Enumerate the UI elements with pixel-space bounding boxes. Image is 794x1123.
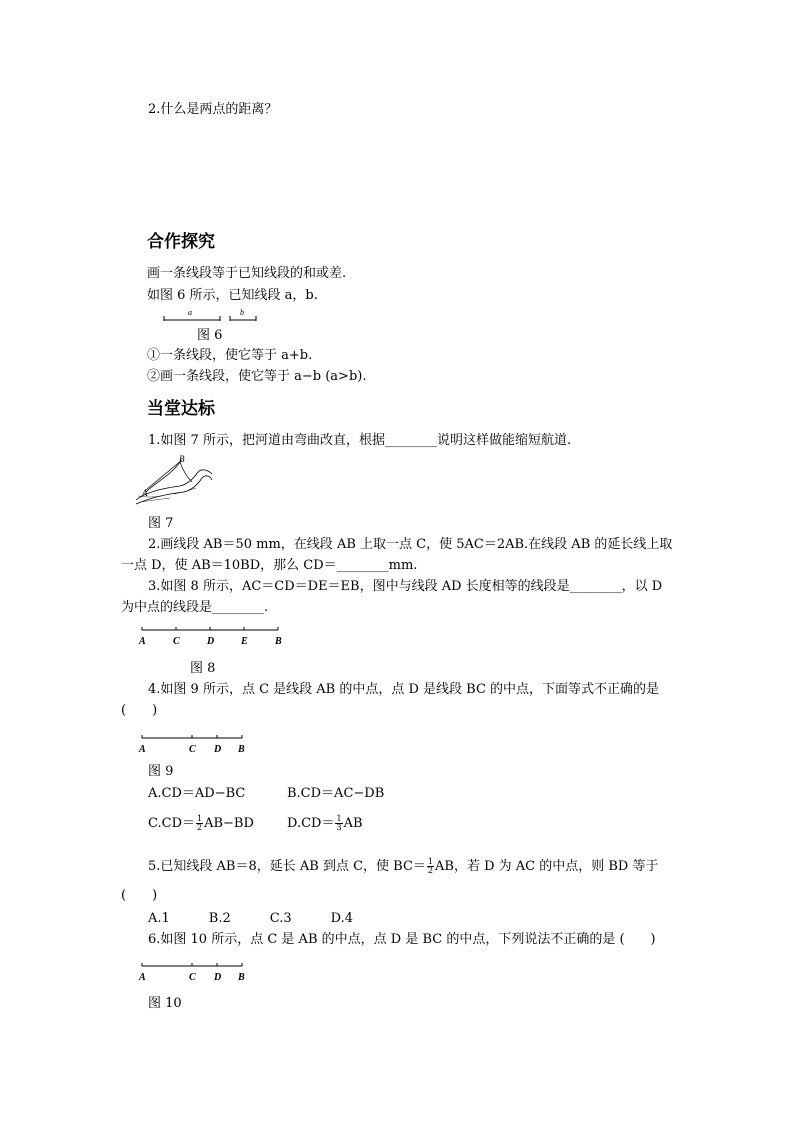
label-a: A (139, 972, 146, 983)
exercise-4-option-a: A.CD＝AD−BC (148, 786, 246, 801)
label-a: A (139, 744, 146, 755)
option-d-suffix: AB (343, 816, 363, 831)
segment-b-label: b (240, 308, 244, 317)
label-c: C (189, 972, 196, 983)
figure-9 (134, 734, 254, 756)
straight-channel (146, 460, 182, 490)
fraction-denominator: 2 (197, 823, 203, 832)
exercise-4-option-c (148, 815, 254, 832)
point-a-label: A (142, 488, 148, 498)
inquiry-given: 如图 6 所示，已知线段 a，b. (147, 288, 318, 303)
fraction-numerator: 1 (427, 857, 434, 866)
label-d: D (214, 744, 222, 755)
option-c-prefix: C.CD＝ (148, 816, 195, 831)
inquiry-intro: 画一条线段等于已知线段的和或差. (147, 266, 347, 281)
fraction-one-half (196, 815, 203, 832)
label-c: C (189, 744, 196, 755)
exercise-5-options: A.1 B.2 C.3 D.4 (148, 911, 353, 926)
label-b: B (238, 744, 245, 755)
fraction-numerator: 1 (336, 814, 342, 823)
fraction-denominator: 2 (427, 866, 434, 875)
section-title-cooperative-inquiry: 合作探究 (147, 232, 215, 252)
option-c-suffix: AB−BD (204, 816, 254, 831)
label-b: B (238, 972, 245, 983)
label-e: E (241, 636, 248, 647)
segment-a-label: a (188, 308, 192, 317)
exercise-3-line-2: 为中点的线段是________. (121, 600, 269, 615)
figure-8-caption: 图 8 (190, 661, 216, 676)
figure-8 (134, 624, 294, 648)
exercise-2-line-2: 一点 D，使 AB＝10BD，那么 CD＝________mm. (121, 558, 418, 573)
exercise-5-line-1 (148, 858, 659, 875)
label-c: C (173, 636, 180, 647)
exercise-2-line-1: 2.画线段 AB＝50 mm，在线段 AB 上取一点 C，使 5AC＝2AB.在线段 AB 的延长线上取 (148, 537, 673, 552)
figure-6-caption: 图 6 (197, 328, 223, 343)
exercise-5-prefix: 5.已知线段 AB＝8，延长 AB 到点 C，使 BC＝ (148, 859, 426, 874)
point-b-label: B (179, 454, 185, 464)
option-d-prefix: D.CD＝ (287, 816, 335, 831)
fraction-denominator: 3 (336, 823, 342, 832)
exercise-5-suffix: AB，若 D 为 AC 的中点，则 BD 等于 (435, 859, 659, 874)
exercise-1: 1.如图 7 所示，把河道由弯曲改直，根据________说明这样做能缩短航道. (148, 433, 572, 448)
fraction-numerator: 1 (197, 814, 203, 823)
exercise-6-line-1: 6.如图 10 所示，点 C 是 AB 的中点，点 D 是 BC 的中点，下列说法不正确的是 ( ) (148, 932, 656, 947)
figure-10 (134, 962, 254, 984)
exercise-4-option-b: B.CD＝AC−DB (287, 786, 385, 801)
figure-7-caption: 图 7 (148, 516, 174, 531)
label-d: D (214, 972, 222, 983)
exercise-3-line-1: 3.如图 8 所示，AC＝CD＝DE＝EB，图中与线段 AD 长度相等的线段是________，以 D (148, 579, 663, 594)
figure-9-caption: 图 9 (148, 764, 174, 779)
section-title-in-class-check: 当堂达标 (147, 399, 215, 419)
inquiry-task-1: ①一条线段，使它等于 a+b. (147, 348, 313, 363)
question-2: 2.什么是两点的距离？ (148, 102, 278, 117)
figure-7-river (134, 452, 214, 506)
label-a: A (139, 636, 146, 647)
fraction-one-third (335, 815, 342, 832)
figure-6 (160, 306, 270, 324)
inquiry-task-2: ②画一条线段，使它等于 a−b (a>b). (147, 369, 367, 384)
label-b: B (275, 636, 282, 647)
figure-10-caption: 图 10 (148, 996, 182, 1011)
fraction-one-half (427, 858, 434, 875)
exercise-4-line-1: 4.如图 9 所示，点 C 是线段 AB 的中点，点 D 是线段 BC 的中点，下面等式不正确的是 (148, 682, 660, 697)
exercise-4-line-2: ( ) (121, 703, 158, 718)
label-d: D (207, 636, 215, 647)
exercise-4-option-d (287, 815, 363, 832)
exercise-5-line-2: ( ) (121, 888, 158, 903)
